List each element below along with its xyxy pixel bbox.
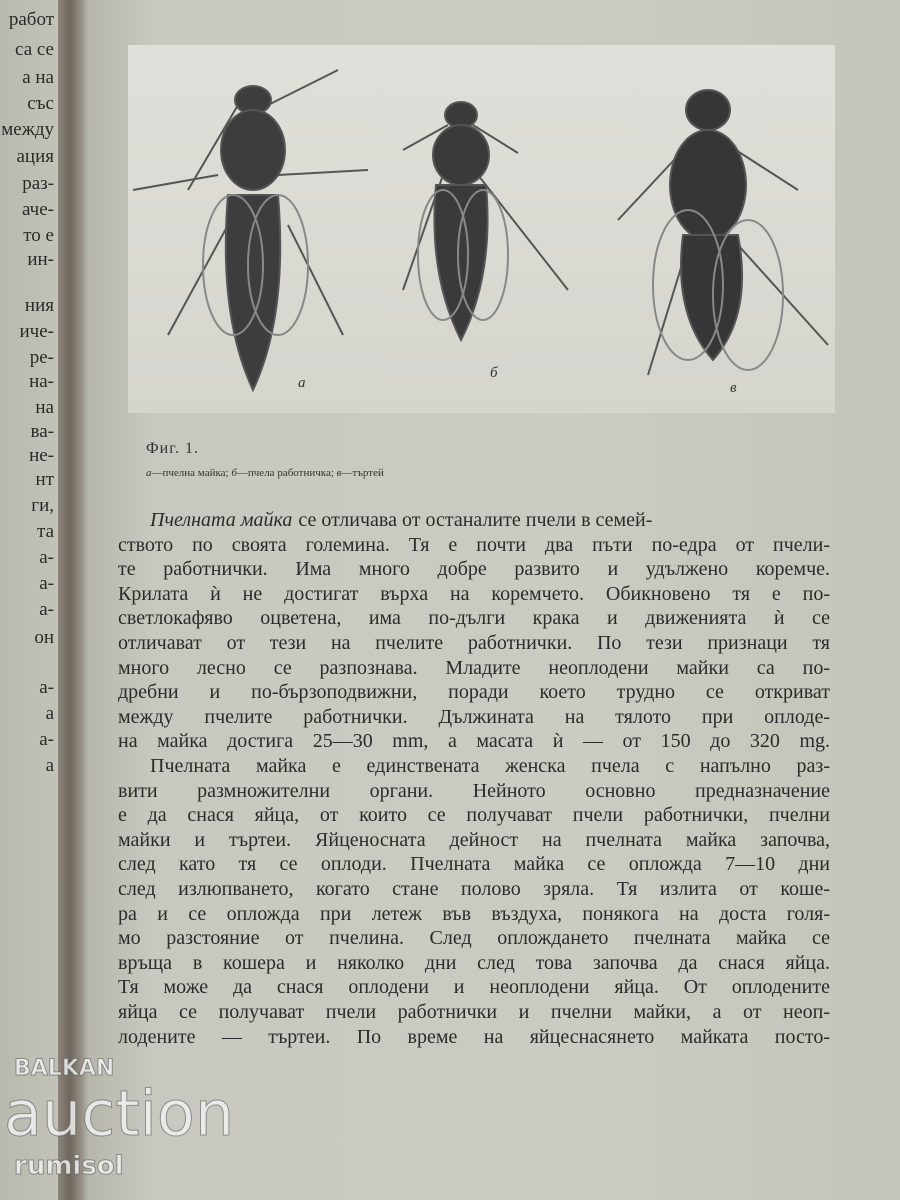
left-page-fragment: със: [27, 93, 54, 114]
left-page-fragment: а: [45, 755, 54, 776]
body-line: светлокафяво оцветена, има по-дълги крака и движенията ѝ се: [118, 607, 830, 630]
caption-a-text: —пчелна майка;: [151, 467, 229, 479]
left-page-fragment: ре-: [29, 347, 54, 368]
figure-title: Фиг. 1.: [146, 440, 199, 457]
watermark-auction: auction: [4, 1077, 235, 1150]
left-page-fragment: а-: [39, 573, 54, 594]
body-line: след като тя се оплоди. Пчелната майка се опложда 7—10 дни: [118, 853, 830, 876]
queen-bee: [133, 70, 368, 390]
left-page-fragment: работ: [8, 9, 54, 30]
watermark-balkan: BALKAN: [14, 1056, 115, 1081]
figure-bees: [128, 45, 835, 413]
caption-b-text: —пчела работничка;: [236, 467, 334, 479]
left-page-fragment: ва-: [30, 421, 54, 442]
body-line: на майка достига 25—30 mm, а масата ѝ — от 150 до 320 mg.: [118, 730, 830, 753]
left-page-fragment: он: [34, 627, 54, 648]
body-line: между пчелите работнички. Дължината на тялото при оплоде-: [118, 705, 830, 728]
caption-c-text: —търтей: [341, 467, 384, 479]
book-spine: [58, 0, 88, 1200]
bee-illustrations: [128, 45, 835, 413]
caption-c-letter: в: [336, 467, 342, 479]
body-line: Тя може да снася оплодени и неоплодени яйца. От оплодените: [118, 976, 830, 999]
body-line: връща в кошера и няколко дни след това започва да снася яйца.: [118, 951, 830, 974]
body-line: дребни и по-бързоподвижни, поради което трудно се откриват: [118, 681, 830, 704]
caption-b-letter: б: [231, 467, 237, 479]
left-page-fragment: а-: [39, 677, 54, 698]
left-page-fragment: между: [1, 119, 54, 140]
left-page-fragment: на: [35, 397, 54, 418]
left-page-fragment: раз-: [22, 173, 54, 194]
watermark-rumisol: rumisol: [14, 1151, 124, 1181]
label-c: в: [730, 380, 737, 396]
left-page-fragment: нт: [35, 469, 54, 490]
body-line: майки и търтеи. Яйценосната дейност на пчелната майка започва,: [118, 828, 830, 851]
left-page-fragment: а-: [39, 547, 54, 568]
body-line-text: се отличава от останалите пчели в семей-: [298, 509, 653, 531]
figure-caption: [146, 467, 384, 479]
left-page-fragment: ин-: [27, 249, 54, 270]
term-queen-bee: Пчелната майка: [150, 509, 293, 531]
body-line: Пчелната майка е единствената женска пчела с напълно раз-: [150, 755, 830, 777]
left-page-fragment: ния: [24, 295, 54, 316]
body-line: те работнички. Има много добре развито и удължено коремче.: [118, 558, 830, 581]
left-page-fragment: а на: [22, 67, 54, 88]
left-page-fragment: са се: [15, 39, 54, 60]
body-line: Крилата ѝ не достигат върха на коремчето. Обикновено тя е по-: [118, 582, 830, 605]
body-line: е да снася яйца, от които се получават пчели работнички, пчелни: [118, 804, 830, 827]
left-page-fragment: ация: [16, 146, 54, 167]
label-b: б: [490, 365, 498, 381]
left-page-fragment: ги,: [31, 495, 54, 516]
body-line: отличават от тези на пчелите работнички. По тези признаци тя: [118, 632, 830, 654]
body-line: ството по своята големина. Тя е почти два пъти по-едра от пчели-: [118, 533, 830, 556]
caption-a-letter: а: [146, 467, 152, 479]
body-line: яйца се получават пчели работнички и пчелни майки, а от неоп-: [118, 1001, 830, 1023]
body-line: мо разстояние от пчелина. След оплождането пчелната майка се: [118, 927, 830, 950]
body-line: лодените — търтеи. По време на яйцеснасянето майката посто-: [118, 1025, 830, 1048]
worker-bee: [403, 102, 568, 340]
left-page-fragment: на-: [29, 371, 54, 392]
body-line: вити размножителни органи. Нейното основно предназначение: [118, 779, 830, 802]
left-page-fragment: а-: [39, 729, 54, 750]
body-line: [150, 508, 830, 532]
drone-bee: [618, 90, 828, 375]
left-page-fragment: а-: [39, 599, 54, 620]
left-page-fragment: то е: [23, 225, 54, 246]
left-page-fragment: не-: [29, 445, 54, 466]
left-page-fragment: аче-: [22, 199, 54, 220]
body-line: след излюпването, когато стане полово зряла. Тя излита от коше-: [118, 878, 830, 900]
left-page-fragment: иче-: [19, 321, 54, 342]
label-a: а: [298, 375, 306, 391]
left-page-fragment: та: [37, 521, 54, 542]
body-line: ра и се опложда при летеж във въздуха, понякога на доста голя-: [118, 902, 830, 925]
left-page-fragment: а: [45, 703, 54, 724]
body-line: много лесно се разпознава. Младите неоплодени майки са по-: [118, 656, 830, 679]
left-page: [0, 0, 60, 1200]
